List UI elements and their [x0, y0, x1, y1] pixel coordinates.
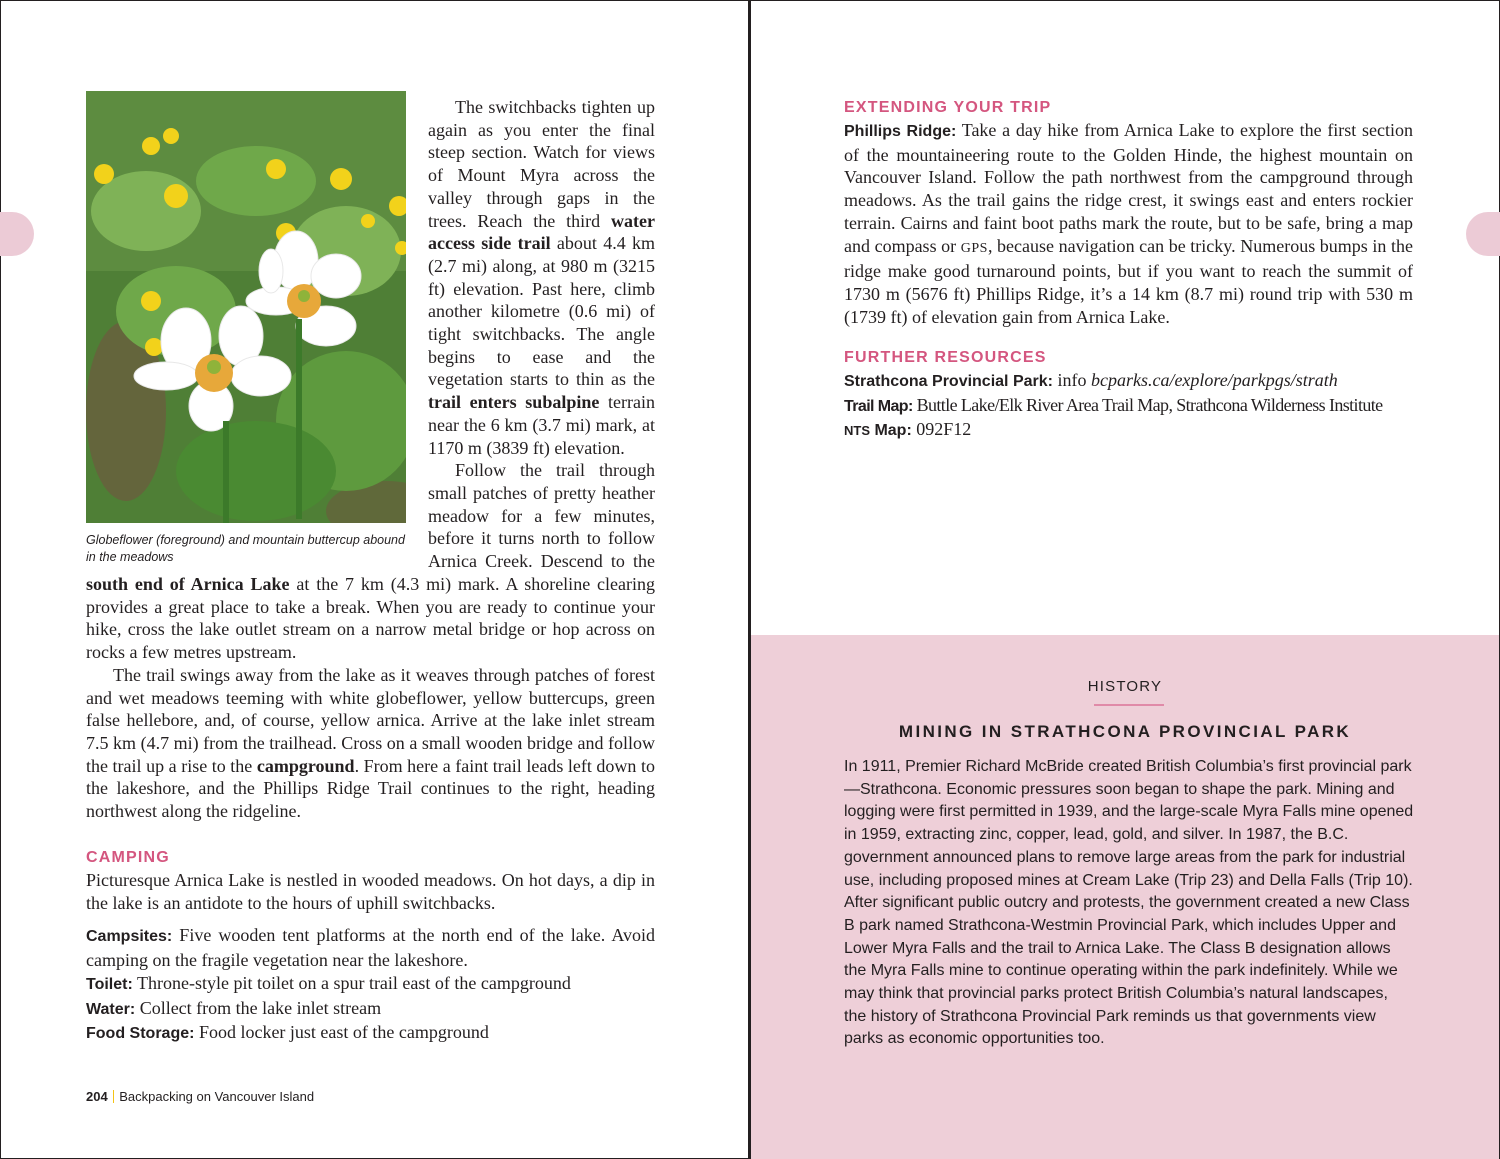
further-resources-heading: FURTHER RESOURCES — [844, 349, 1047, 366]
resource-park: Strathcona Provincial Park: info bcparks.ca/explore/parkpgs/strath — [844, 370, 1338, 390]
photo-caption: Globeflower (foreground) and mountain buttercup abound in the meadows — [86, 533, 405, 564]
phillips-ridge-paragraph: Phillips Ridge: Take a day hike from Arnica Lake to explore the first section of the mountaineering route to the Golden Hinde, the highest mountain on Vancouver Island. Follow the path northwest from the campground through meadows. As the trail gains the ridge crest, it swings east and enters rockier terrain. Cairns and faint boot paths mark the route, but to be safe, bring a map and compass or GPS, because navigation can be tricky. Numerous bumps in the ridge make good turnaround points, but if you want to reach the summit of 1730 m (5676 ft) Phillips Ridge, it’s a 14 km (8.7 mi) round trip with 530 m (1739 ft) of elevation gain from Arnica Lake. — [844, 120, 1413, 327]
extending-trip-section — [844, 97, 1413, 328]
history-body: In 1911, Premier Richard McBride created British Columbia’s first provincial park—Strathcona. Economic pressures soon began to shape the park. Mining and logging were first permitted in 1939, and the large-scale Myra Falls mine opened in 1959, extracting zinc, copper, lead, gold, and silver. In 1987, the B.C. government announced plans to remove large areas from the park for industrial use, including proposed mines at Cream Lake (Trip 23) and Della Falls (Trip 10). After significant public outcry and protests, the government created a new Class B park named Strathcona-Westmin Provincial Park, which includes Upper and Lower Myra Falls and the trail to Arnica Lake. The Class B designation allows the Myra Falls mine to continue operating within the park indefinitely. While we may think that provincial parks protect British Columbia’s natural landscapes, the history of Strathcona Provincial Park reminds us that governments view parks as economic opportunities too. — [844, 758, 1414, 1048]
history-title: MINING IN STRATHCONA PROVINCIAL PARK — [898, 722, 1352, 741]
page-folio — [86, 1089, 314, 1104]
body-column-narrow — [428, 96, 655, 573]
camping-item-campsites: Campsites: Five wooden tent platforms at the north end of the lake. Avoid camping on the fragile vegetation near the lakeshore. — [86, 925, 655, 971]
label-strathcona-park: Strathcona Provincial Park: — [844, 373, 1053, 390]
camping-section — [86, 847, 655, 1046]
bold-trail-enters-subalpine: trail enters subalpine — [428, 392, 600, 413]
further-resources-section — [844, 347, 1424, 443]
paragraph-trail-swings: The trail swings away from the lake as it weaves through patches of forest and wet meadows teeming with white globeflower, yellow buttercups, green false hellebore, and, of course, yellow arnica. Arrive at the lake inlet stream 7.5 km (4.7 mi) from the trailhead. Cross on a small wooden bridge and follow the trail up a rise to the campground. From here a faint trail leads left down to the lakeshore, and the Phillips Ridge Trail continues to the right, heading northwest along the ridgeline. — [86, 664, 655, 822]
folio-divider — [113, 1090, 115, 1103]
resource-trail-map: Trail Map: Buttle Lake/Elk River Area Trail Map, Strathcona Wilderness Institute — [844, 394, 1383, 415]
body-column-wide — [86, 573, 655, 823]
history-label: HISTORY — [1087, 678, 1163, 695]
resource-nts-map: NTS Map: 092F12 — [844, 419, 972, 440]
paragraph-follow-trail-start: Follow the trail through small patches of pretty heather meadow for a few minutes, before it turns north to follow Arnica Creek. Descend to the — [428, 460, 655, 572]
globeflower-photo — [86, 91, 406, 523]
paragraph-switchbacks: The switchbacks tighten up again as you enter the final steep section. Watch for views of Mount Myra across the valley through gaps in the trees. Reach the third water access side trail about 4.4 km (2.7 mi) along, at 980 m (3215 ft) elevation. Past here, climb another kilometre (0.6 mi) of tight switchbacks. The angle begins to ease and the vegetation starts to thin as the trail enters subalpine terrain near the 6 km (3.7 mi) mark, at 1170 m (3839 ft) elevation. — [428, 97, 656, 458]
camping-intro: Picturesque Arnica Lake is nestled in wooded meadows. On hot days, a dip in the lake is an antidote to the hours of uphill switchbacks. — [86, 870, 655, 913]
label-phillips-ridge: Phillips Ridge: — [844, 123, 957, 140]
bold-water-access-side-trail: water access side trail — [428, 210, 655, 254]
label-water: Water: — [86, 1000, 136, 1018]
park-website-link[interactable]: bcparks.ca/explore/parkpgs/strath — [1090, 370, 1338, 390]
label-toilet: Toilet: — [86, 975, 133, 993]
camping-item-toilet: Toilet: Throne-style pit toilet on a spur trail east of the campground — [86, 972, 571, 993]
label-nts: NTS — [844, 423, 870, 439]
extending-trip-heading: EXTENDING YOUR TRIP — [844, 99, 1052, 116]
camping-item-food-storage: Food Storage: Food locker just east of the campground — [86, 1022, 489, 1043]
camping-heading: CAMPING — [86, 849, 170, 866]
bold-south-end-arnica-lake: south end of Arnica Lake — [86, 574, 290, 594]
bold-campground: campground — [256, 755, 355, 776]
camping-item-water: Water: Collect from the lake inlet stream — [86, 997, 382, 1018]
paragraph-follow-trail-end: south end of Arnica Lake at the 7 km (4.3 mi) mark. A shoreline clearing provides a great place to take a break. When you are ready to continue your hike, cross the lake outlet stream on a narrow metal bridge or hop across on rocks a few metres upstream. — [86, 574, 656, 663]
history-underline-rule — [1094, 704, 1164, 706]
label-food-storage: Food Storage: — [86, 1025, 195, 1043]
page-number: 204 — [86, 1089, 108, 1104]
running-title: Backpacking on Vancouver Island — [119, 1089, 315, 1104]
label-map: Map: — [870, 422, 912, 440]
gps-abbrev: GPS — [960, 240, 988, 256]
label-campsites: Campsites: — [86, 928, 173, 946]
label-trail-map: Trail Map: — [844, 397, 913, 415]
